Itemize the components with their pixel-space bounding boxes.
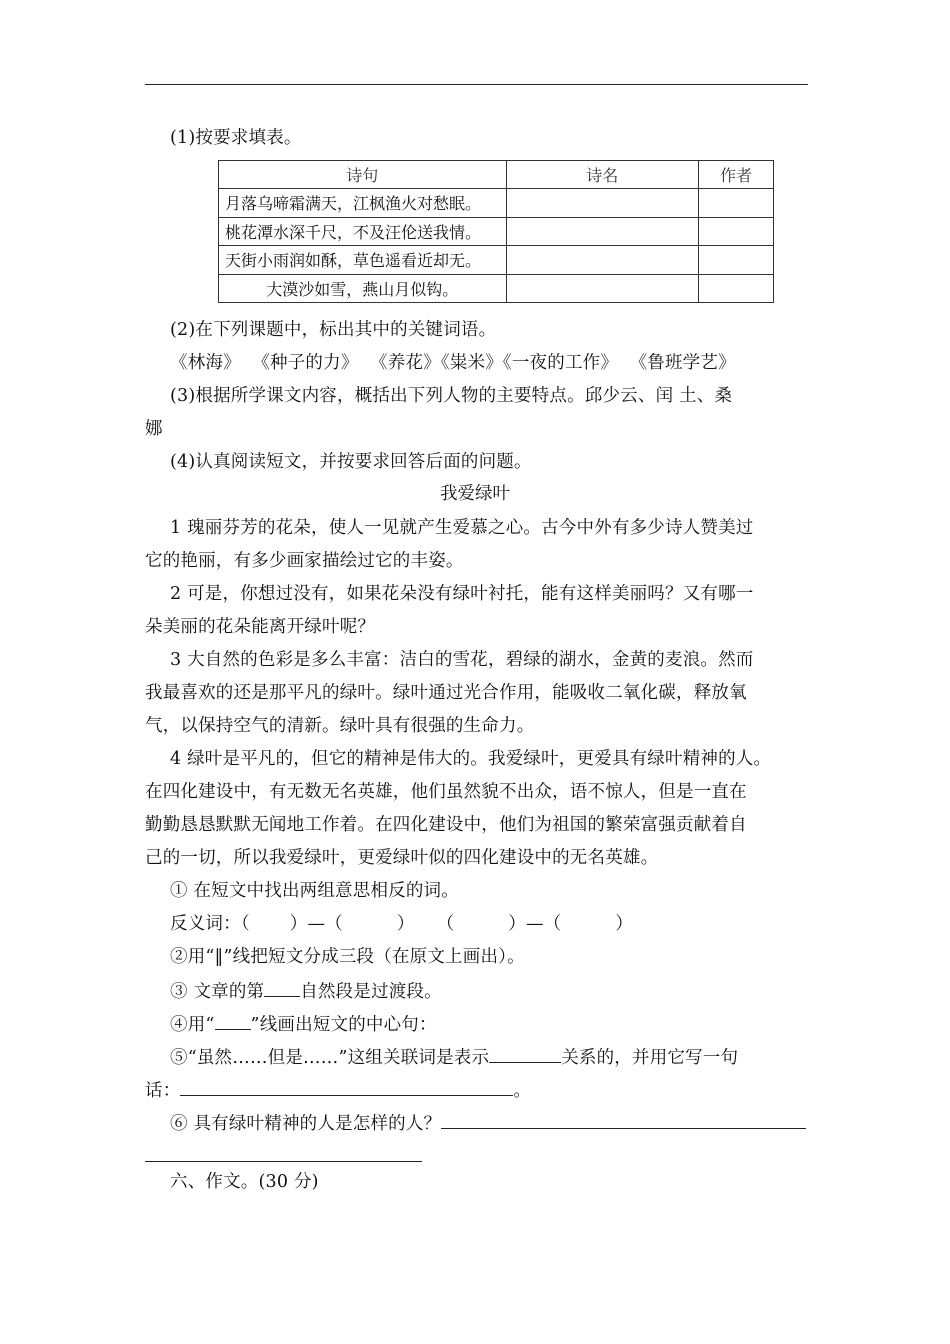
author-cell[interactable]	[699, 217, 774, 246]
poem-table	[218, 160, 774, 303]
underline-sample	[215, 1011, 251, 1030]
answer-blank[interactable]	[180, 1077, 513, 1096]
paren-open: （	[240, 914, 250, 934]
paren-close: ）	[396, 914, 415, 934]
subq-4	[170, 1011, 437, 1037]
author-cell[interactable]	[699, 246, 774, 275]
subq-5-text-d: 。	[513, 1081, 532, 1101]
subq-5	[170, 1044, 738, 1070]
author-cell[interactable]	[699, 189, 774, 218]
paren-open: （	[436, 914, 455, 934]
title-cell[interactable]	[506, 274, 699, 303]
header-verse: 诗句	[219, 161, 507, 189]
q1-label: (1)按要求填表。	[170, 128, 302, 148]
antonym-line	[170, 912, 633, 936]
subq-5-text-a: ⑤“虽然……但是……”这组关联词是表示	[170, 1048, 490, 1068]
passage-line: 2 可是，你想过没有，如果花朵没有绿叶衬托，能有这样美丽吗？又有哪一	[170, 584, 754, 604]
subq-1: ① 在短文中找出两组意思相反的词。	[170, 881, 459, 901]
answer-blank[interactable]	[441, 1110, 806, 1129]
passage-line: 3 大自然的色彩是多么丰富：洁白的雪花，碧绿的湖水，金黄的麦浪。然而	[170, 650, 754, 670]
subq-2: ②用“‖”线把短文分成三段（在原文上画出）。	[170, 947, 525, 967]
q2-label: (2)在下列课题中，标出其中的关键词语。	[170, 320, 497, 340]
passage-line: 朵美丽的花朵能离开绿叶呢？	[145, 617, 376, 637]
table-row	[219, 189, 774, 218]
q3-line2: 娜	[145, 419, 163, 439]
header-title: 诗名	[506, 161, 699, 189]
antonym-label: 反义词：	[170, 914, 241, 934]
answer-blank[interactable]	[264, 978, 300, 997]
subq-5-text-b: 关系的，并用它写一句	[561, 1048, 739, 1068]
table-header-row	[219, 161, 774, 189]
section-6-heading: 六、作文。(30 分)	[170, 1172, 319, 1192]
subq-5-text-c: 话：	[145, 1081, 181, 1101]
table-row	[219, 274, 774, 303]
header-author: 作者	[699, 161, 774, 189]
subq-4-text-b: ”线画出短文的中心句：	[250, 1015, 437, 1035]
title-cell[interactable]	[506, 189, 699, 218]
passage-line: 气，以保持空气的清新。绿叶具有很强的生命力。	[145, 716, 535, 736]
answer-blank[interactable]	[145, 1143, 422, 1162]
passage-line: 它的艳丽，有多少画家描绘过它的丰姿。	[145, 551, 464, 571]
passage-line: 己的一切，所以我爱绿叶，更爱绿叶似的四化建设中的无名英雄。	[145, 848, 659, 868]
subq-6	[170, 1110, 806, 1136]
verse-cell: 大漠沙如雪，燕山月似钩。	[219, 274, 507, 303]
q3-line1: (3)根据所学课文内容，概括出下列人物的主要特点。邱少云、闰 土、桑	[170, 386, 733, 406]
paren-dash: ）—（	[289, 914, 343, 934]
q2-titles: 《林海》 《种子的力》 《养花》《粜米》《一夜的工作》 《鲁班学艺》	[170, 353, 736, 373]
verse-cell: 天街小雨润如酥，草色遥看近却无。	[219, 246, 507, 275]
subq-3-text-b: 自然段是过渡段。	[300, 982, 442, 1002]
subq-4-text-a: ④用“	[170, 1015, 215, 1035]
subq-5-cont	[145, 1077, 531, 1103]
table-row	[219, 217, 774, 246]
subq-6-text: ⑥ 具有绿叶精神的人是怎样的人？	[170, 1114, 442, 1134]
top-rule	[145, 84, 808, 85]
passage-title: 我爱绿叶	[440, 484, 510, 504]
answer-blank[interactable]	[489, 1044, 561, 1063]
passage-line: 我最喜欢的还是那平凡的绿叶。绿叶通过光合作用，能吸收二氧化碳，释放氧	[145, 683, 747, 703]
verse-cell: 月落乌啼霜满天，江枫渔火对愁眠。	[219, 189, 507, 218]
paren-dash: ）—（	[508, 914, 562, 934]
subq-6-cont	[145, 1143, 422, 1169]
title-cell[interactable]	[506, 246, 699, 275]
verse-cell: 桃花潭水深千尺，不及汪伦送我情。	[219, 217, 507, 246]
subq-3-text-a: ③ 文章的第	[170, 982, 265, 1002]
passage-line: 在四化建设中，有无数无名英雄，他们虽然貌不出众，语不惊人，但是一直在	[145, 782, 747, 802]
q4-label: (4)认真阅读短文，并按要求回答后面的问题。	[170, 452, 532, 472]
subq-3	[170, 978, 442, 1004]
title-cell[interactable]	[506, 217, 699, 246]
passage-line: 1 瑰丽芬芳的花朵，使人一见就产生爱慕之心。古今中外有多少诗人赞美过	[170, 518, 754, 538]
table-row	[219, 246, 774, 275]
passage-line: 勤勤恳恳默默无闻地工作着。在四化建设中，他们为祖国的繁荣富强贡献着自	[145, 815, 747, 835]
passage-line: 4 绿叶是平凡的，但它的精神是伟大的。我爱绿叶，更爱具有绿叶精神的人。	[170, 749, 772, 769]
author-cell[interactable]	[699, 274, 774, 303]
paren-close: ）	[615, 914, 634, 934]
